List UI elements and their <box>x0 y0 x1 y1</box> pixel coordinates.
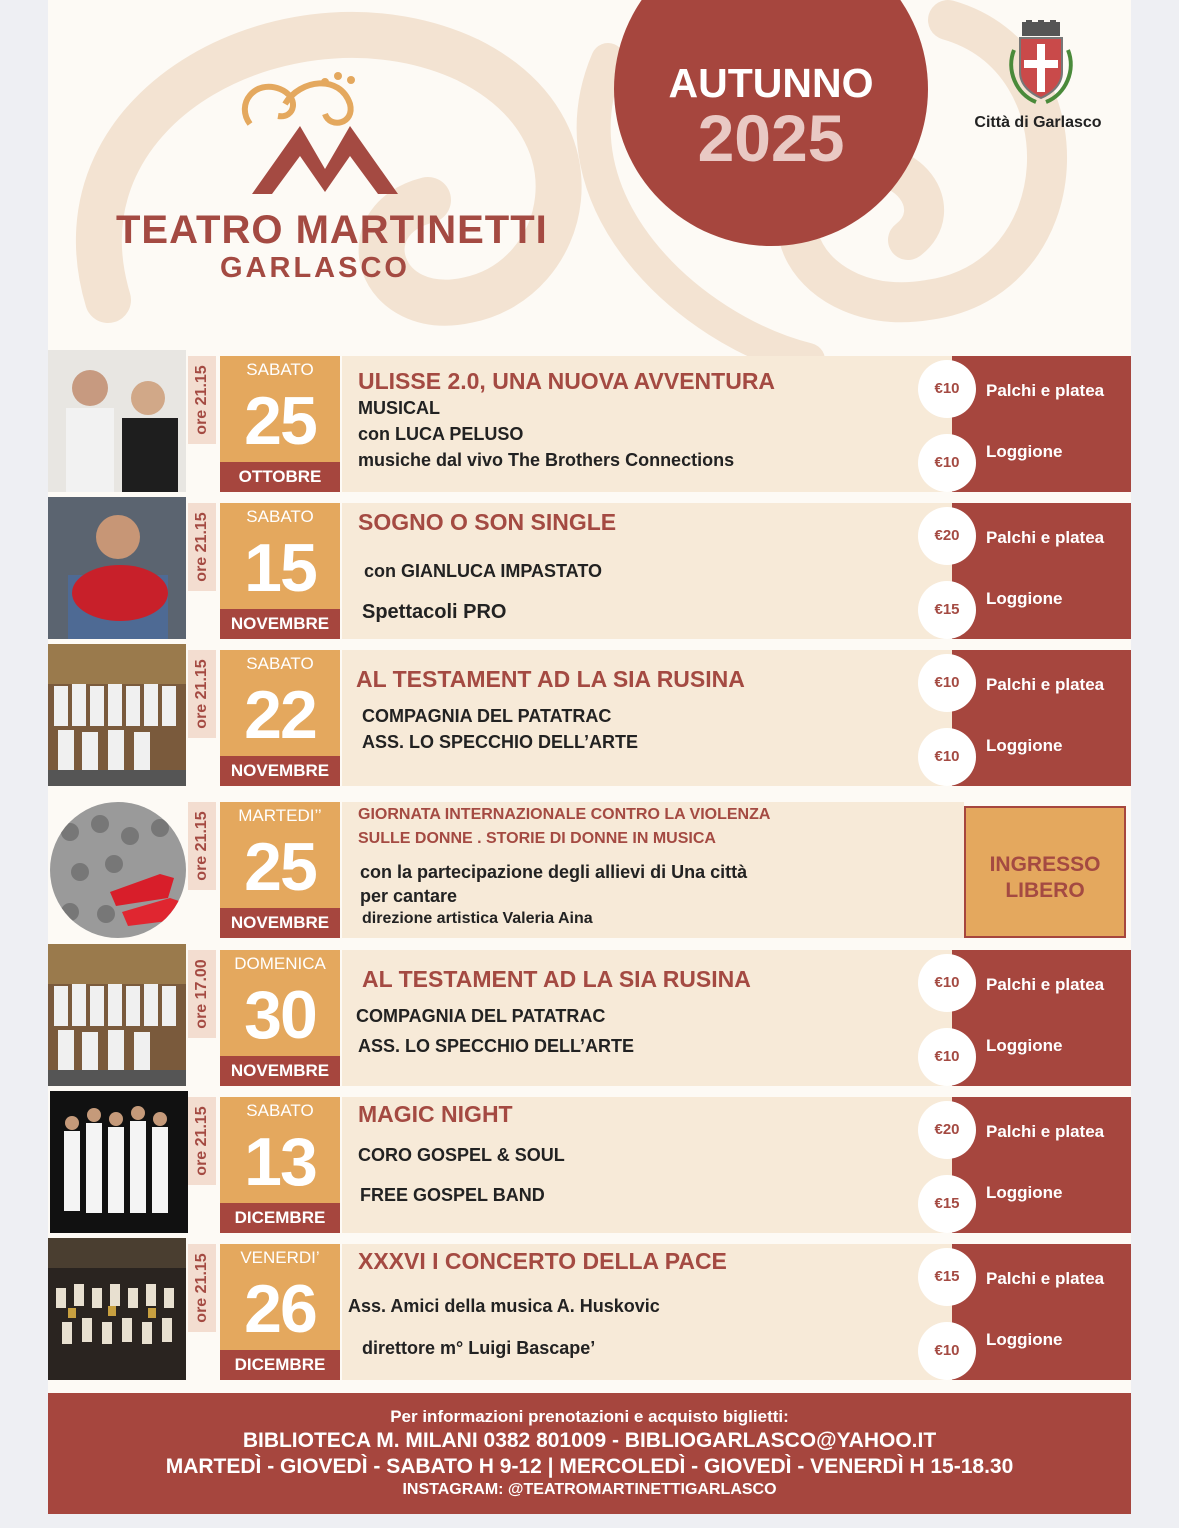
poster <box>48 0 1131 1514</box>
event-title: AL TESTAMENT AD LA SIA RUSINA <box>356 666 745 692</box>
price-badge: €15 <box>918 1175 976 1233</box>
event-photo <box>48 944 186 1086</box>
event-time: ore 21.15 <box>188 1244 216 1332</box>
event-title: ULISSE 2.0, UNA NUOVA AVVENTURA <box>358 368 776 394</box>
event-time: ore 21.15 <box>188 802 216 890</box>
event-line: con LUCA PELUSO <box>358 424 524 444</box>
event-date: SABATO 15 NOVEMBRE <box>220 503 340 639</box>
logo-title: TEATRO MARTINETTI <box>116 208 548 252</box>
event-date: MARTEDI’’ 25 NOVEMBRE <box>220 802 340 938</box>
event-photo <box>50 1091 188 1233</box>
event-row <box>48 356 1131 498</box>
price-badge: €10 <box>918 1322 976 1380</box>
city-crest-icon <box>1006 20 1076 106</box>
event-date: DOMENICA 30 NOVEMBRE <box>220 950 340 1086</box>
price-label: Palchi e platea <box>986 528 1105 547</box>
price-panel <box>952 650 1131 786</box>
event-photo <box>48 1238 186 1380</box>
event-row <box>48 503 1131 645</box>
event-date: SABATO 22 NOVEMBRE <box>220 650 340 786</box>
footer-instagram: INSTAGRAM: @TEATROMARTINETTIGARLASCO <box>402 1481 777 1498</box>
price-badge: €10 <box>918 654 976 712</box>
event-line: con GIANLUCA IMPASTATO <box>364 561 602 581</box>
season-label: AUTUNNO <box>668 60 874 106</box>
event-line: ASS. LO SPECCHIO DELL’ARTE <box>362 732 639 752</box>
price-badge: €10 <box>918 360 976 418</box>
logo-subtitle: GARLASCO <box>220 252 410 284</box>
price-badge: €20 <box>918 1101 976 1159</box>
event-line: FREE GOSPEL BAND <box>360 1185 545 1205</box>
price-label: Loggione <box>986 442 1063 461</box>
event-line: CORO GOSPEL & SOUL <box>358 1145 565 1165</box>
event-photo <box>48 350 186 492</box>
event-line: per cantare <box>360 886 458 906</box>
price-badge: €15 <box>918 581 976 639</box>
event-line: direttore m° Luigi Bascape’ <box>362 1338 596 1358</box>
event-time: ore 17.00 <box>188 950 216 1038</box>
price-panel <box>952 950 1131 1086</box>
event-time: ore 21.15 <box>188 650 216 738</box>
info-footer <box>48 1393 1131 1514</box>
event-row <box>48 1097 1131 1239</box>
event-title: XXXVI I CONCERTO DELLA PACE <box>358 1248 727 1274</box>
event-row <box>48 650 1131 792</box>
price-panel <box>952 1097 1131 1233</box>
price-label: Loggione <box>986 1183 1063 1202</box>
price-panel <box>952 1244 1131 1380</box>
price-panel <box>952 356 1131 492</box>
event-photo <box>50 802 186 938</box>
event-line: con la partecipazione degli allievi di Una città <box>360 862 748 882</box>
price-badge: €10 <box>918 728 976 786</box>
event-title-line: GIORNATA INTERNAZIONALE CONTRO LA VIOLENZA <box>358 806 771 823</box>
event-date: VENERDI’ 26 DICEMBRE <box>220 1244 340 1380</box>
footer-hours: MARTEDÌ - GIOVEDÌ - SABATO H 9-12 | MERCOLEDÌ - GIOVEDÌ - VENERDÌ H 15-18.30 <box>165 1455 1014 1478</box>
price-label: Loggione <box>986 736 1063 755</box>
footer-contact: BIBLIOTECA M. MILANI 0382 801009 - BIBLIOGARLASCO@YAHOO.IT <box>242 1429 937 1452</box>
event-photo <box>48 644 186 786</box>
event-line: direzione artistica Valeria Aina <box>362 910 593 927</box>
price-label: Loggione <box>986 1036 1063 1055</box>
event-time: ore 21.15 <box>188 1097 216 1185</box>
event-line: ASS. LO SPECCHIO DELL’ARTE <box>358 1036 635 1056</box>
price-label: Palchi e platea <box>986 675 1105 694</box>
price-badge: €10 <box>918 1028 976 1086</box>
price-badge: €15 <box>918 1248 976 1306</box>
event-date: SABATO 25 OTTOBRE <box>220 356 340 492</box>
city-name: Città di Garlasco <box>974 114 1102 131</box>
price-badge: €10 <box>918 434 976 492</box>
price-badge: €20 <box>918 507 976 565</box>
price-label: Palchi e platea <box>986 1122 1105 1141</box>
price-label: Palchi e platea <box>986 1269 1105 1288</box>
event-date: SABATO 13 DICEMBRE <box>220 1097 340 1233</box>
event-row <box>48 1244 1131 1386</box>
event-title: AL TESTAMENT AD LA SIA RUSINA <box>362 966 751 992</box>
price-panel <box>952 503 1131 639</box>
free-entry-badge: INGRESSO LIBERO <box>964 806 1126 938</box>
event-line: MUSICAL <box>358 398 440 418</box>
event-line: musiche dal vivo The Brothers Connections <box>358 450 735 470</box>
price-label: Palchi e platea <box>986 975 1105 994</box>
event-line: Spettacoli PRO <box>362 601 507 623</box>
event-title: MAGIC NIGHT <box>358 1101 513 1127</box>
event-line: COMPAGNIA DEL PATATRAC <box>356 1006 606 1026</box>
footer-intro: Per informazioni prenotazioni e acquisto biglietti: <box>390 1407 789 1426</box>
price-label: Loggione <box>986 1330 1063 1349</box>
season-year: 2025 <box>697 101 845 175</box>
event-line: Ass. Amici della musica A. Huskovic <box>348 1296 660 1316</box>
event-time: ore 21.15 <box>188 356 216 444</box>
event-time: ore 21.15 <box>188 503 216 591</box>
event-row <box>48 802 1131 944</box>
event-title-line: SULLE DONNE . STORIE DI DONNE IN MUSICA <box>358 830 716 847</box>
event-photo <box>48 497 186 639</box>
price-label: Palchi e platea <box>986 381 1105 400</box>
event-title: SOGNO O SON SINGLE <box>358 509 617 535</box>
event-line: COMPAGNIA DEL PATATRAC <box>362 706 612 726</box>
price-badge: €10 <box>918 954 976 1012</box>
price-label: Loggione <box>986 589 1063 608</box>
teatro-logo-icon <box>230 64 420 199</box>
event-row <box>48 950 1131 1092</box>
